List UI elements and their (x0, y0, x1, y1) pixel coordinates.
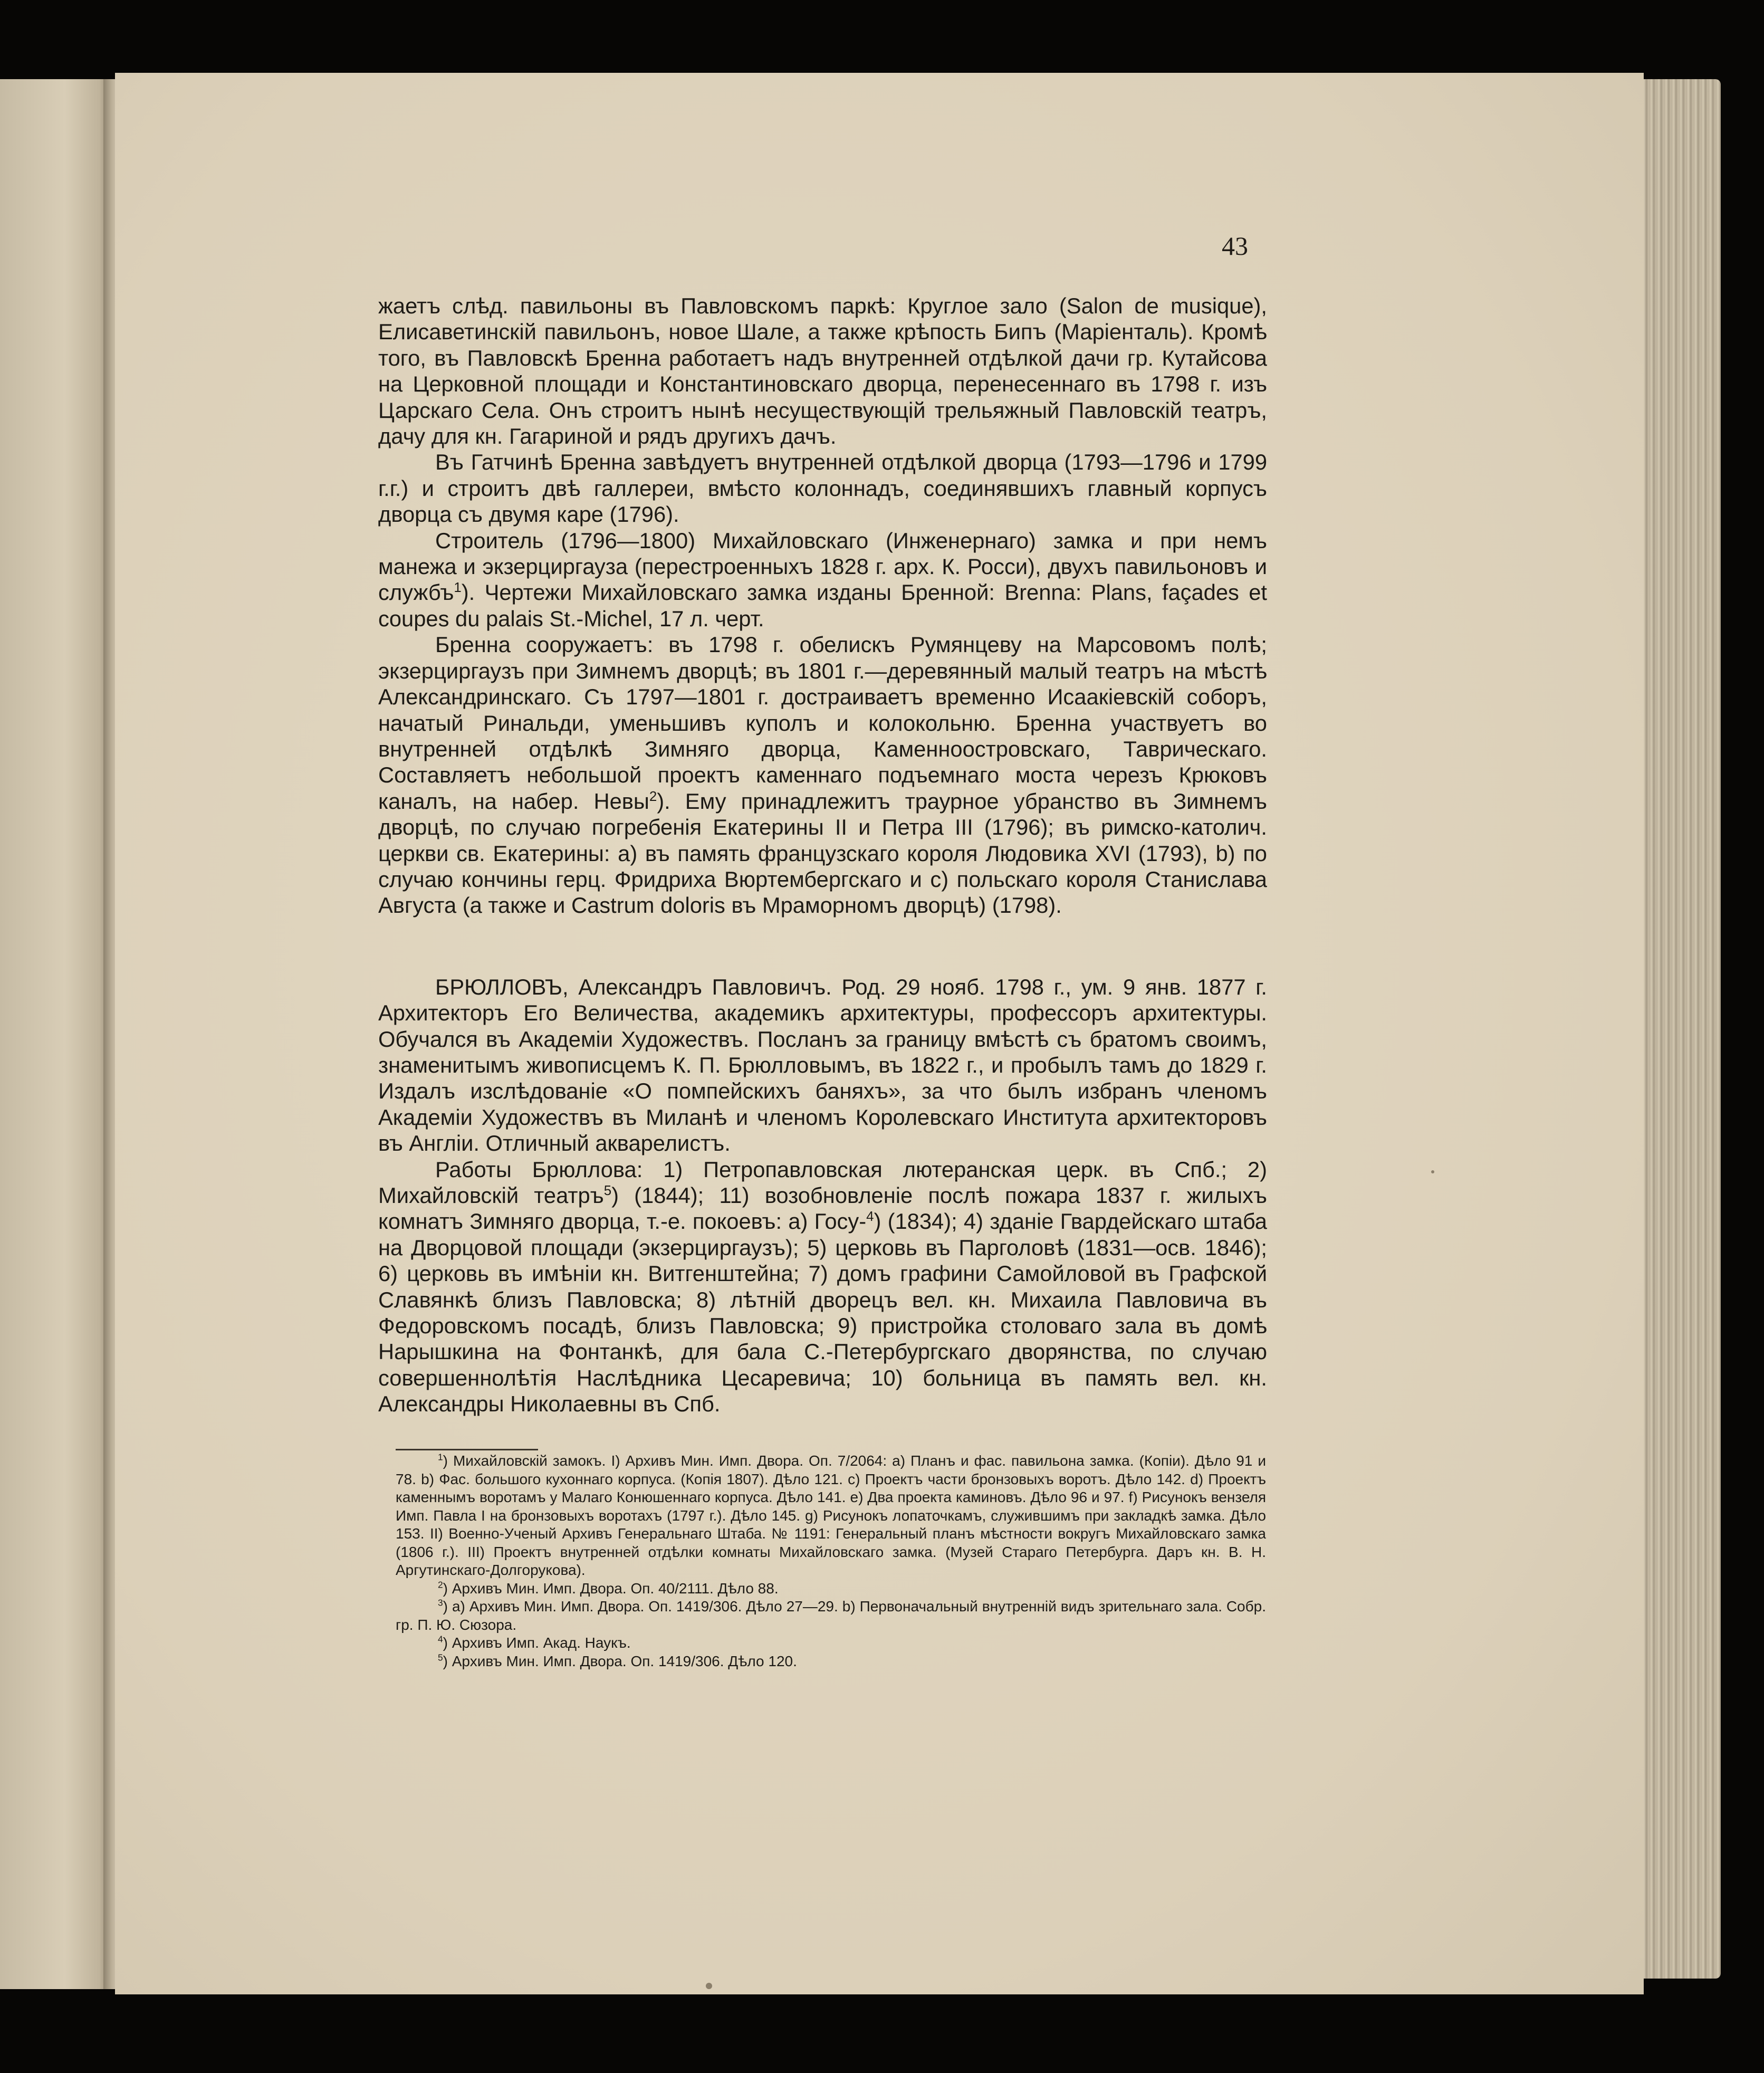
page-stack-edge (1642, 79, 1721, 1979)
footnote-ref: 4 (866, 1209, 874, 1225)
paragraph: Въ Гатчинѣ Бренна завѣдуетъ внутренней отдѣлкой дворца (1793—1796 и 1799 г.г.) и строитъ двѣ галлереи, вмѣсто колоннадъ, соединявшихъ главный корпусъ дворца съ двумя каре (1796). (378, 450, 1267, 527)
footnote-ref: 2 (649, 789, 657, 804)
paragraph: Строитель (1796—1800) Михайловскаго (Инженернаго) замка и при немъ манежа и экзерциргауза (перестроенныхъ 1828 г. арх. К. Росси), двухъ павильоновъ и службъ$^1$). Чертежи Михайловскаго замка изданы Бренной: Brenna: Plans, façades et coupes du palais St.-Michel, 17 л. черт. (378, 528, 1267, 631)
footnote: $^2$) Архивъ Мин. Имп. Двора. Оп. 40/2111. Дѣло 88. (438, 1579, 779, 1597)
footnote: $^5$) Архивъ Мин. Имп. Двора. Оп. 1419/306. Дѣло 120. (438, 1652, 797, 1669)
footnote-divider (396, 1449, 538, 1450)
paper-spot (1431, 1170, 1434, 1173)
paragraph: Работы Брюллова: 1) Петропавловская лютеранская церк. въ Спб.; 2) Михайловскій театръ$^5$) (1844); 11) возобновленіе послѣ пожара 1837 г. жилыхъ комнатъ Зимняго дворца, т.-е. покоевъ: а) Госу-$^4$) (1834); 4) зданіе Гвардейскаго штаба на Дворцовой площади (экзерциргаузъ); 5) церковь въ Парголовѣ (1831—осв. 1846); 6) церковь въ имѣніи кн. Витгенштейна; 7) домъ графини Самойловой въ Графской Славянкѣ близъ Павловска; 8) лѣтній дворецъ вел. кн. Михаила Павловича въ Федоровскомъ посадѣ, близъ Павловска; 9) пристройка столоваго зала въ домѣ Нарышкина на Фонтанкѣ, для бала С.-Петербургскаго дворянства, по случаю совершеннолѣтія Наслѣдника Цесаревича; 10) больница въ память вел. кн. Александры Николаевны въ Спб. (378, 1157, 1267, 1417)
footnote: $^3$) а) Архивъ Мин. Имп. Двора. Оп. 1419/306. Дѣло 27—29. b) Первоначальный внутренній видъ зрительнаго зала. Собр. гр. П. Ю. Сюзора. (396, 1597, 1266, 1633)
paper-spot (706, 1983, 712, 1989)
paragraph: жаетъ слѣд. павильоны въ Павловскомъ паркѣ: Круглое зало (Salon de musique), Елисаветинскій павильонъ, новое Шале, а также крѣпость Бипъ (Маріенталь). Кромѣ того, въ Павловскѣ Бренна работаетъ надъ внутренней отдѣлкой дачи гр. Кутайсова на Церковной площади и Константиновскаго дворца, перенесеннаго въ 1798 г. изъ Царскаго Села. Онъ строитъ нынѣ несуществующій трельяжный Павловскій театръ, дачу для кн. Гагариной и рядъ другихъ дачъ. (378, 293, 1267, 449)
footnote: $^4$) Архивъ Имп. Акад. Наукъ. (438, 1633, 631, 1651)
footnote-ref: 5 (603, 1183, 612, 1199)
paragraph: Бренна сооружаетъ: въ 1798 г. обелискъ Румянцеву на Марсовомъ полѣ; экзерциргаузъ при Зимнемъ дворцѣ; въ 1801 г.—деревянный малый театръ на мѣстѣ Александринскаго. Съ 1797—1801 г. достраиваетъ временно Исаакіевскій соборъ, начатый Ринальди, уменьшивъ куполъ и колокольню. Бренна участвуетъ во внутренней отдѣлкѣ Зимняго дворца, Каменноостровскаго, Таврическаго. Составляетъ небольшой проектъ каменнаго подъемнаго моста черезъ Крюковъ каналъ, на набер. Невы$^2$). Ему принадлежитъ траурное убранство въ Зимнемъ дворцѣ, по случаю погребенія Екатерины II и Петра III (1796); въ римско-католич. церкви св. Екатерины: а) въ память французскаго короля Людовика XVI (1793), b) по случаю кончины герц. Фридриха Вюртембергскаго и с) польскаго короля Станислава Августа (а также и Castrum doloris въ Мраморномъ дворцѣ) (1798). (378, 632, 1267, 918)
page-number: 43 (1222, 231, 1248, 261)
main-text (378, 293, 1267, 1417)
entry-paragraph: БРЮЛЛОВЪ, Александръ Павловичъ. Род. 29 нояб. 1798 г., ум. 9 янв. 1877 г. Архитекторъ Его Величества, академикъ архитектуры, профессоръ архитектуры. Обучался въ Академіи Художествъ. Посланъ за границу вмѣстѣ съ братомъ своимъ, знаменитымъ живописцемъ К. П. Брюлловымъ, въ 1822 г., и пробылъ тамъ до 1829 г. Издалъ изслѣдованіе «О помпейскихъ баняхъ», за что былъ избранъ членомъ Академіи Художествъ въ Миланѣ и членомъ Королевскаго Института архитекторовъ въ Англіи. Отличный акварелистъ. (378, 974, 1267, 1156)
footnotes (396, 1452, 1266, 1670)
footnote-ref: 1 (454, 580, 462, 596)
left-page-edge (0, 79, 108, 1989)
footnote: $^1$) Михайловскій замокъ. I) Архивъ Мин. Имп. Двора. Оп. 7/2064: а) Планъ и фас. павильона замка. (Копіи). Дѣло 91 и 78. b) Фас. большого кухоннаго корпуса. (Копія 1807). Дѣло 121. с) Проектъ части бронзовыхъ воротъ. Дѣло 142. d) Проектъ каменнымъ воротамъ у Малаго Конюшеннаго корпуса. Дѣло 141. е) Два проекта каминовъ. Дѣло 96 и 97. f) Рисунокъ вензеля Имп. Павла I на бронзовыхъ воротахъ (1797 г.). Дѣло 145. g) Рисунокъ лопаточкамъ, служившимъ при закладкѣ замка. Дѣло 153. II) Военно-Ученый Архивъ Генеральнаго Штаба. № 1191: Генеральный планъ мѣстности вокругъ Михайловскаго замка (1806 г.). III) Проектъ внутренней отдѣлки комнаты Михайловскаго замка. (Музей Стараго Петербурга. Даръ кн. В. Н. Аргутинскаго-Долгорукова). (396, 1451, 1266, 1578)
